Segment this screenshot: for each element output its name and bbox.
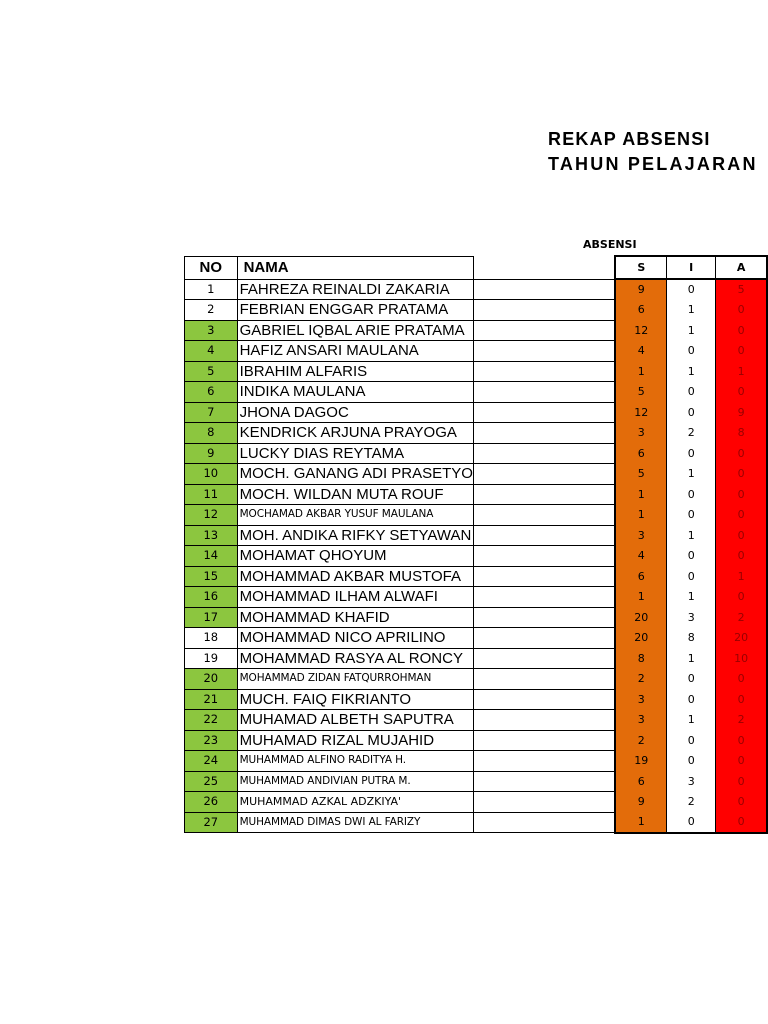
document-subtitle: TAHUN PELAJARAN xyxy=(548,154,758,174)
table-row xyxy=(185,464,768,485)
table-row xyxy=(185,689,768,710)
cell-spacer xyxy=(473,587,615,608)
cell-izin: 0 xyxy=(667,443,716,464)
cell-no: 23 xyxy=(185,730,238,751)
table-row xyxy=(185,648,768,669)
cell-no: 13 xyxy=(185,525,238,546)
cell-izin: 2 xyxy=(667,792,716,813)
cell-sakit: 2 xyxy=(615,669,666,690)
cell-sakit: 1 xyxy=(615,587,666,608)
cell-alpa: 0 xyxy=(716,546,767,567)
student-name: MOH. ANDIKA RIFKY SETYAWAN xyxy=(239,526,472,544)
cell-spacer xyxy=(473,402,615,423)
table-row xyxy=(185,792,768,813)
student-name: MOHAMMAD NICO APRILINO xyxy=(239,629,446,646)
document-title: REKAP ABSENSI xyxy=(548,129,711,149)
cell-sakit: 4 xyxy=(615,341,666,362)
cell-spacer xyxy=(473,525,615,546)
cell-nama xyxy=(237,751,473,772)
cell-sakit: 1 xyxy=(615,505,666,526)
cell-no: 6 xyxy=(185,382,238,403)
cell-nama xyxy=(237,361,473,382)
cell-nama xyxy=(237,607,473,628)
cell-sakit: 6 xyxy=(615,771,666,792)
cell-spacer xyxy=(473,710,615,731)
cell-no: 22 xyxy=(185,710,238,731)
cell-nama xyxy=(237,689,473,710)
table-row xyxy=(185,484,768,505)
table-row xyxy=(185,710,768,731)
cell-sakit: 3 xyxy=(615,525,666,546)
cell-alpa: 0 xyxy=(716,792,767,813)
header-no: NO xyxy=(185,256,238,279)
cell-alpa: 0 xyxy=(716,689,767,710)
cell-izin: 0 xyxy=(667,341,716,362)
cell-sakit: 2 xyxy=(615,730,666,751)
cell-nama xyxy=(237,423,473,444)
cell-spacer xyxy=(473,464,615,485)
student-name: MUHAMMAD ALFINO RADITYA H. xyxy=(239,754,406,766)
student-name: MUCH. FAIQ FIKRIANTO xyxy=(239,690,411,708)
cell-izin: 0 xyxy=(667,484,716,505)
cell-spacer xyxy=(473,566,615,587)
cell-izin: 0 xyxy=(667,669,716,690)
cell-nama xyxy=(237,505,473,526)
table-row xyxy=(185,669,768,690)
header-nama-label: NAMA xyxy=(243,259,289,276)
cell-alpa: 9 xyxy=(716,402,767,423)
cell-nama xyxy=(237,382,473,403)
cell-sakit: 5 xyxy=(615,464,666,485)
cell-izin: 0 xyxy=(667,812,716,833)
cell-izin: 1 xyxy=(667,525,716,546)
cell-sakit: 20 xyxy=(615,628,666,649)
cell-izin: 0 xyxy=(667,730,716,751)
cell-no: 1 xyxy=(185,279,238,300)
cell-spacer xyxy=(473,546,615,567)
table-row xyxy=(185,751,768,772)
cell-sakit: 8 xyxy=(615,648,666,669)
cell-nama xyxy=(237,628,473,649)
cell-sakit: 5 xyxy=(615,382,666,403)
cell-spacer xyxy=(473,320,615,341)
student-name: FAHREZA REINALDI ZAKARIA xyxy=(239,280,450,298)
cell-spacer xyxy=(473,484,615,505)
cell-no: 14 xyxy=(185,546,238,567)
cell-spacer xyxy=(473,730,615,751)
student-name: HAFIZ ANSARI MAULANA xyxy=(239,342,419,359)
cell-spacer xyxy=(473,751,615,772)
table-row xyxy=(185,730,768,751)
cell-spacer xyxy=(473,361,615,382)
cell-izin: 0 xyxy=(667,546,716,567)
cell-nama xyxy=(237,669,473,690)
cell-sakit: 12 xyxy=(615,320,666,341)
cell-alpa: 1 xyxy=(716,566,767,587)
student-name: KENDRICK ARJUNA PRAYOGA xyxy=(239,424,457,441)
table-row xyxy=(185,279,768,300)
table-row xyxy=(185,505,768,526)
student-name: MUHAMMAD DIMAS DWI AL FARIZY xyxy=(239,815,421,828)
cell-sakit: 1 xyxy=(615,812,666,833)
cell-sakit: 6 xyxy=(615,566,666,587)
table-row xyxy=(185,382,768,403)
absensi-group-header: ABSENSI xyxy=(583,238,637,251)
cell-alpa: 2 xyxy=(716,710,767,731)
cell-izin: 1 xyxy=(667,300,716,321)
cell-nama xyxy=(237,341,473,362)
cell-sakit: 6 xyxy=(615,300,666,321)
student-name: FEBRIAN ENGGAR PRATAMA xyxy=(239,301,449,318)
student-name: GABRIEL IQBAL ARIE PRATAMA xyxy=(239,321,465,339)
cell-no: 11 xyxy=(185,484,238,505)
cell-no: 27 xyxy=(185,812,238,833)
cell-alpa: 8 xyxy=(716,423,767,444)
cell-nama xyxy=(237,566,473,587)
header-a: A xyxy=(716,256,767,279)
cell-no: 7 xyxy=(185,402,238,423)
cell-spacer xyxy=(473,341,615,362)
cell-spacer xyxy=(473,689,615,710)
cell-spacer xyxy=(473,669,615,690)
cell-nama xyxy=(237,771,473,792)
cell-no: 17 xyxy=(185,607,238,628)
cell-sakit: 20 xyxy=(615,607,666,628)
cell-sakit: 3 xyxy=(615,689,666,710)
cell-nama xyxy=(237,792,473,813)
student-name: MOCH. GANANG ADI PRASETYO xyxy=(239,465,473,482)
cell-nama xyxy=(237,279,473,300)
table-row xyxy=(185,320,768,341)
cell-alpa: 0 xyxy=(716,730,767,751)
cell-alpa: 0 xyxy=(716,382,767,403)
student-name: INDIKA MAULANA xyxy=(239,383,366,400)
cell-spacer xyxy=(473,382,615,403)
student-name: MOCH. WILDAN MUTA ROUF xyxy=(239,485,444,503)
table-row xyxy=(185,566,768,587)
header-i: I xyxy=(667,256,716,279)
table-row xyxy=(185,525,768,546)
cell-alpa: 2 xyxy=(716,607,767,628)
cell-sakit: 3 xyxy=(615,423,666,444)
table-row xyxy=(185,361,768,382)
cell-izin: 1 xyxy=(667,648,716,669)
cell-spacer xyxy=(473,423,615,444)
cell-nama xyxy=(237,525,473,546)
cell-no: 26 xyxy=(185,792,238,813)
student-name: MOHAMMAD RASYA AL RONCY xyxy=(239,649,463,667)
cell-nama xyxy=(237,587,473,608)
cell-no: 21 xyxy=(185,689,238,710)
table-row xyxy=(185,402,768,423)
cell-izin: 0 xyxy=(667,279,716,300)
cell-alpa: 0 xyxy=(716,505,767,526)
cell-spacer xyxy=(473,812,615,833)
cell-izin: 0 xyxy=(667,751,716,772)
header-spacer xyxy=(473,256,615,279)
cell-sakit: 12 xyxy=(615,402,666,423)
cell-alpa: 1 xyxy=(716,361,767,382)
cell-alpa: 0 xyxy=(716,771,767,792)
cell-spacer xyxy=(473,279,615,300)
cell-izin: 3 xyxy=(667,607,716,628)
table-header-row xyxy=(185,256,768,279)
cell-alpa: 0 xyxy=(716,464,767,485)
cell-nama xyxy=(237,300,473,321)
cell-izin: 3 xyxy=(667,771,716,792)
cell-nama xyxy=(237,484,473,505)
cell-alpa: 0 xyxy=(716,751,767,772)
cell-spacer xyxy=(473,771,615,792)
table-row xyxy=(185,607,768,628)
cell-nama xyxy=(237,730,473,751)
table-row xyxy=(185,812,768,833)
cell-izin: 0 xyxy=(667,402,716,423)
cell-nama xyxy=(237,464,473,485)
student-name: JHONA DAGOC xyxy=(239,403,349,421)
cell-izin: 0 xyxy=(667,566,716,587)
header-nama xyxy=(237,256,473,279)
cell-no: 12 xyxy=(185,505,238,526)
cell-sakit: 4 xyxy=(615,546,666,567)
table-row xyxy=(185,628,768,649)
cell-spacer xyxy=(473,792,615,813)
cell-spacer xyxy=(473,607,615,628)
cell-no: 4 xyxy=(185,341,238,362)
cell-sakit: 9 xyxy=(615,792,666,813)
cell-izin: 8 xyxy=(667,628,716,649)
student-name: MOHAMAT QHOYUM xyxy=(239,547,387,564)
cell-izin: 1 xyxy=(667,464,716,485)
cell-alpa: 20 xyxy=(716,628,767,649)
header-s: S xyxy=(615,256,666,279)
cell-alpa: 0 xyxy=(716,300,767,321)
cell-alpa: 0 xyxy=(716,341,767,362)
cell-nama xyxy=(237,320,473,341)
cell-sakit: 3 xyxy=(615,710,666,731)
attendance-table xyxy=(184,255,768,834)
student-name: MOHAMMAD ILHAM ALWAFI xyxy=(239,588,438,605)
cell-alpa: 0 xyxy=(716,525,767,546)
student-name: MUHAMAD ALBETH SAPUTRA xyxy=(239,711,454,728)
student-name: MOHAMMAD ZIDAN FATQURROHMAN xyxy=(239,672,432,684)
cell-no: 24 xyxy=(185,751,238,772)
cell-no: 10 xyxy=(185,464,238,485)
cell-no: 9 xyxy=(185,443,238,464)
cell-spacer xyxy=(473,300,615,321)
cell-no: 5 xyxy=(185,361,238,382)
cell-izin: 0 xyxy=(667,689,716,710)
cell-izin: 0 xyxy=(667,505,716,526)
student-name: MUHAMMAD AZKAL ADZKIYA' xyxy=(239,795,402,808)
cell-no: 18 xyxy=(185,628,238,649)
student-name: MOCHAMAD AKBAR YUSUF MAULANA xyxy=(239,508,434,520)
cell-no: 15 xyxy=(185,566,238,587)
cell-spacer xyxy=(473,505,615,526)
cell-izin: 1 xyxy=(667,710,716,731)
cell-spacer xyxy=(473,648,615,669)
cell-alpa: 10 xyxy=(716,648,767,669)
cell-nama xyxy=(237,402,473,423)
cell-no: 3 xyxy=(185,320,238,341)
cell-alpa: 0 xyxy=(716,812,767,833)
student-name: MOHAMMAD KHAFID xyxy=(239,608,390,626)
cell-sakit: 9 xyxy=(615,279,666,300)
cell-alpa: 0 xyxy=(716,484,767,505)
cell-alpa: 0 xyxy=(716,587,767,608)
cell-alpa: 0 xyxy=(716,443,767,464)
cell-izin: 1 xyxy=(667,320,716,341)
cell-nama xyxy=(237,710,473,731)
cell-izin: 1 xyxy=(667,361,716,382)
table-row xyxy=(185,423,768,444)
table-row xyxy=(185,443,768,464)
cell-no: 20 xyxy=(185,669,238,690)
cell-no: 2 xyxy=(185,300,238,321)
cell-nama xyxy=(237,648,473,669)
cell-izin: 1 xyxy=(667,587,716,608)
student-name: MOHAMMAD AKBAR MUSTOFA xyxy=(239,567,462,585)
cell-nama xyxy=(237,812,473,833)
cell-alpa: 0 xyxy=(716,669,767,690)
cell-sakit: 19 xyxy=(615,751,666,772)
table-row xyxy=(185,771,768,792)
cell-izin: 0 xyxy=(667,382,716,403)
cell-alpa: 5 xyxy=(716,279,767,300)
cell-izin: 2 xyxy=(667,423,716,444)
table-row xyxy=(185,546,768,567)
cell-no: 19 xyxy=(185,648,238,669)
student-name: MUHAMAD RIZAL MUJAHID xyxy=(239,731,435,749)
cell-nama xyxy=(237,546,473,567)
cell-spacer xyxy=(473,443,615,464)
table-row xyxy=(185,587,768,608)
table-row xyxy=(185,300,768,321)
cell-no: 25 xyxy=(185,771,238,792)
cell-alpa: 0 xyxy=(716,320,767,341)
cell-nama xyxy=(237,443,473,464)
cell-no: 16 xyxy=(185,587,238,608)
cell-sakit: 6 xyxy=(615,443,666,464)
table-row xyxy=(185,341,768,362)
student-name: LUCKY DIAS REYTAMA xyxy=(239,444,405,462)
cell-sakit: 1 xyxy=(615,361,666,382)
student-name: MUHAMMAD ANDIVIAN PUTRA M. xyxy=(239,774,411,787)
cell-sakit: 1 xyxy=(615,484,666,505)
student-name: IBRAHIM ALFARIS xyxy=(239,362,368,380)
cell-spacer xyxy=(473,628,615,649)
cell-no: 8 xyxy=(185,423,238,444)
